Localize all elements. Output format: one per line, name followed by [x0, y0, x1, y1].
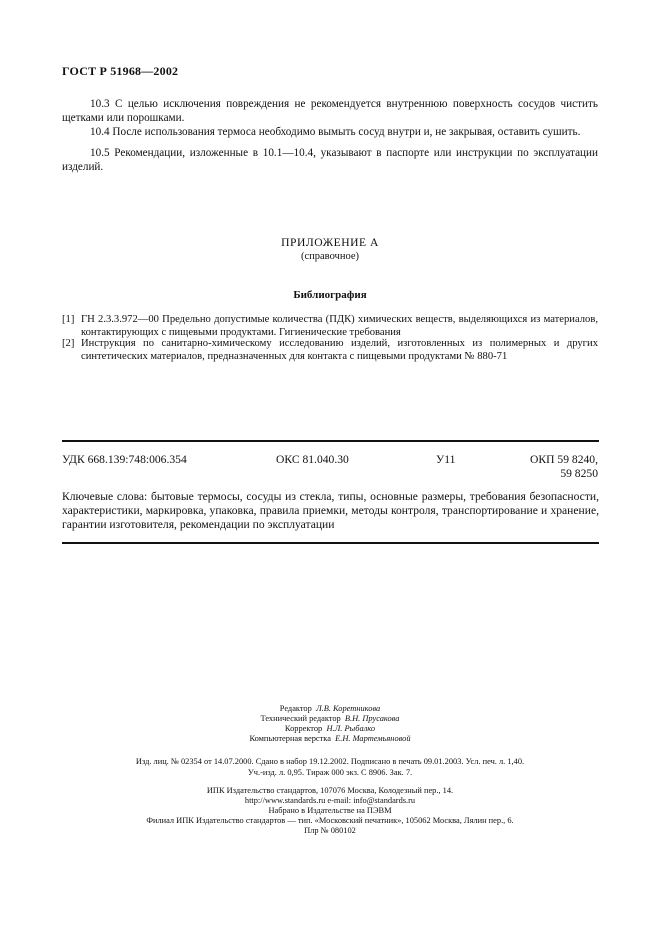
reference-number: [2] — [62, 338, 75, 349]
corrector-name: Н.Л. Рыбалко — [326, 724, 376, 733]
license-line-1: Изд. лиц. № 02354 от 14.07.2000. Сдано в набор 19.12.2002. Подписано в печать 09.01.2003. Усл. печ. л. 1,40. — [135, 757, 525, 766]
reference-item — [62, 314, 598, 339]
tech-editor-label: Технический редактор — [260, 714, 341, 723]
paragraph-10-4: 10.4 После использования термоса необходимо вымыть сосуд внутри и, не закрывая, оставить сушить. — [90, 126, 581, 138]
tech-editor-name: В.Н. Прусакова — [344, 714, 400, 723]
top-divider — [62, 440, 599, 442]
keywords: Ключевые слова: бытовые термосы, сосуды из стекла, типы, основные размеры, требования безопасности, характеристики, маркировка, упаковка, правила приемки, методы контроля, транспортирование и хранение, гарантии изготовителя, рекомендации по эксплуатации — [62, 490, 599, 531]
paragraph-10-3: 10.3 С целью исключения повреждения не рекомендуется внутреннюю поверхность сосудов чистить щетками или порошками. — [62, 98, 598, 124]
editor-name: Л.В. Коретникова — [315, 704, 381, 713]
reference-number: [1] — [62, 314, 75, 325]
paragraph-10-5: 10.5 Рекомендации, изложенные в 10.1—10.4, указывают в паспорте или инструкции по эксплуатации изделий. — [62, 147, 598, 173]
publisher-line-2: http://www.standards.ru e-mail: info@standards.ru — [244, 796, 416, 805]
layout-name: Е.Н. Мартемьяновой — [335, 734, 411, 743]
layout-line — [62, 734, 598, 745]
document-code: ГОСТ Р 51968—2002 — [62, 64, 179, 78]
okp-code-line2: 59 8250 — [560, 467, 598, 480]
okp-code-line1: ОКП 59 8240, — [530, 453, 598, 466]
corrector-label: Корректор — [284, 724, 323, 733]
editor-label: Редактор — [279, 704, 312, 713]
publisher-line-5: Плр № 080102 — [304, 826, 356, 835]
editor-line — [62, 704, 598, 715]
appendix-title: ПРИЛОЖЕНИЕ А — [281, 236, 379, 249]
reference-item — [62, 338, 598, 363]
oks-code: ОКС 81.040.30 — [276, 453, 349, 466]
reference-text: ГН 2.3.3.972—00 Предельно допустимые количества (ПДК) химических веществ, выделяющихся из материалов, контактирующих с пищевыми продуктами. Гигиенические требования — [81, 314, 598, 338]
publisher-line-4: Филиал ИПК Издательство стандартов — тип. «Московский печатник», 105062 Москва, Лялин пер., 6. — [146, 816, 514, 825]
bibliography-title: Библиография — [293, 289, 367, 301]
appendix-subtitle: (справочное) — [301, 251, 359, 262]
corrector-line — [62, 724, 598, 735]
group-code: У11 — [436, 453, 456, 466]
reference-text: Инструкция по санитарно-химическому исследованию изделий, изготовленных из полимерных и других синтетических материалов, предназначенных для контакта с пищевыми продуктами № 880-71 — [81, 338, 598, 362]
layout-label: Компьютерная верстка — [249, 734, 331, 743]
udk-code: УДК 668.139:748:006.354 — [62, 453, 187, 466]
tech-editor-line — [62, 714, 598, 725]
bottom-divider — [62, 542, 599, 544]
license-line-2: Уч.-изд. л. 0,95. Тираж 000 экз. С 8906. Зак. 7. — [247, 768, 413, 777]
publisher-line-1: ИПК Издательство стандартов, 107076 Москва, Колодезный пер., 14. — [206, 786, 454, 795]
publisher-line-3: Набрано в Издательстве на ПЭВМ — [268, 806, 392, 815]
